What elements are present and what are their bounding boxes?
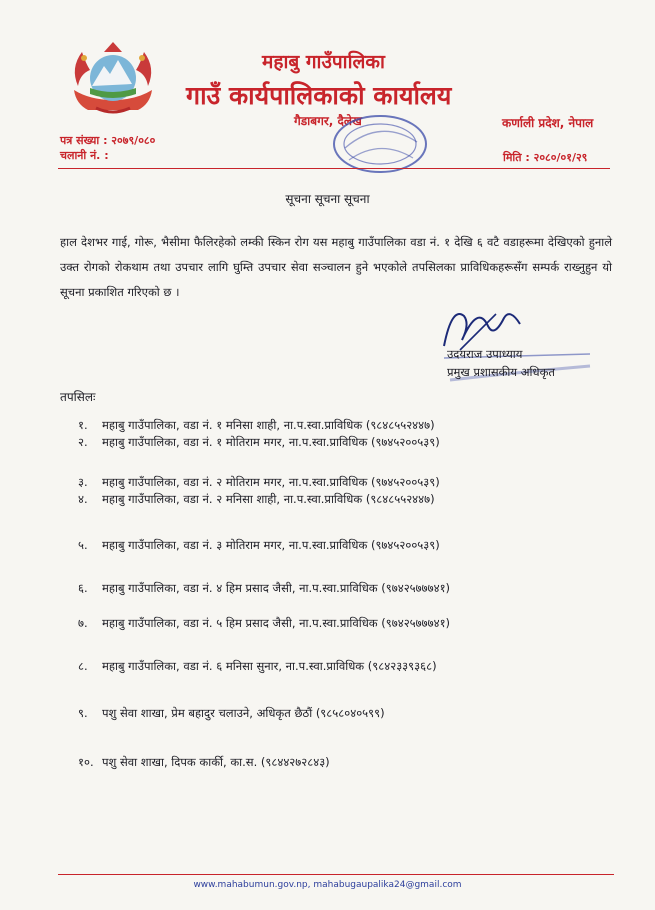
item-text: महाबु गाउँपालिका, वडा नं. ५ हिम प्रसाद जैसी, ना.प.स्वा.प्राविधिक (९७४२५७७७४१) bbox=[102, 616, 451, 630]
province-name: कर्णाली प्रदेश, नेपाल bbox=[502, 116, 594, 130]
signatory-name: उदयराज उपाध्याय bbox=[447, 347, 523, 361]
list-item bbox=[78, 418, 435, 433]
dispatch-number: चलानी नं. : bbox=[60, 149, 109, 162]
item-number: ३. bbox=[78, 475, 88, 489]
nepal-emblem-icon bbox=[66, 38, 160, 120]
list-item bbox=[78, 616, 450, 631]
item-number: १. bbox=[78, 418, 88, 432]
list-item bbox=[78, 581, 450, 596]
notice-body: हाल देशभर गाई, गोरू, भैसीमा फैलिरहेको लम्की स्किन रोग यस महाबु गाउँपालिका वडा नं. १ देखि ६ वटै वडाहरूमा देखिएको हुनाले उक्त रोगको रोकथाम तथा उपचार लागि घुम्ति उपचार सेवा सञ्चालन हुने भएकोले तपसिलका प्राविधिकहरूसँग सम्पर्क राख्नुहुन यो सूचना प्रकाशित गरिएको छ । bbox=[60, 235, 612, 299]
list-item bbox=[78, 659, 437, 674]
signatory-title: प्रमुख प्रशासकीय अधिकृत bbox=[447, 365, 555, 379]
item-number: ४. bbox=[78, 492, 88, 506]
item-number: ५. bbox=[78, 538, 88, 552]
item-text: महाबु गाउँपालिका, वडा नं. १ मनिसा शाही, ना.प.स्वा.प्राविधिक (९८४८५५२४४७) bbox=[102, 418, 435, 432]
item-number: ८. bbox=[78, 659, 88, 673]
item-number: १०. bbox=[78, 755, 94, 769]
office-stamp-icon bbox=[325, 108, 435, 180]
item-number: ६. bbox=[78, 581, 88, 595]
footer-divider bbox=[58, 874, 614, 875]
item-text: महाबु गाउँपालिका, वडा नं. ४ हिम प्रसाद जैसी, ना.प.स्वा.प्राविधिक (९७४२५७७७४१) bbox=[102, 581, 451, 595]
list-item bbox=[78, 492, 435, 507]
letter-number: पत्र संख्या : २०७९/०८० bbox=[60, 134, 156, 147]
list-item bbox=[78, 706, 385, 721]
header-divider bbox=[58, 168, 610, 169]
letter-date: मिति : २०८०/०१/२९ bbox=[503, 151, 588, 164]
item-text: महाबु गाउँपालिका, वडा नं. २ मनिसा शाही, ना.प.स्वा.प्राविधिक (९८४८५५२४४७) bbox=[102, 492, 435, 506]
notice-subject: सूचना सूचना सूचना bbox=[285, 192, 370, 206]
item-text: महाबु गाउँपालिका, वडा नं. ३ मोतिराम मगर, ना.प.स्वा.प्राविधिक (९७४५२००५३९) bbox=[102, 538, 440, 552]
designation-stamp-icon bbox=[440, 336, 610, 388]
item-text: पशु सेवा शाखा, प्रेम बहादुर चलाउने, अधिकृत छैठौं (९८५८०४०५९९) bbox=[102, 706, 385, 720]
footer-contact: www.mahabumun.gov.np, mahabugaupalika24@gmail.com bbox=[193, 880, 462, 890]
details-label: तपसिलः bbox=[60, 390, 96, 404]
letter-reference bbox=[60, 133, 155, 163]
item-text: महाबु गाउँपालिका, वडा नं. २ मोतिराम मगर, ना.प.स्वा.प्राविधिक (९७४५२००५३९) bbox=[102, 475, 440, 489]
item-text: महाबु गाउँपालिका, वडा नं. ६ मनिसा सुनार, ना.प.स्वा.प्राविधिक (९८४२३३९३६८) bbox=[102, 659, 437, 673]
item-text: पशु सेवा शाखा, दिपक कार्की, का.स. (९८४४२७२८४३) bbox=[102, 755, 330, 769]
item-number: ७. bbox=[78, 616, 88, 630]
list-item bbox=[78, 475, 440, 490]
office-location: गैडाबगर, दैलेख bbox=[294, 114, 362, 128]
list-item bbox=[78, 538, 440, 553]
item-text: महाबु गाउँपालिका, वडा नं. १ मोतिराम मगर, ना.प.स्वा.प्राविधिक (९७४५२००५३९) bbox=[102, 435, 440, 449]
office-name: गाउँ कार्यपालिकाको कार्यालय bbox=[186, 81, 452, 110]
municipality-name: महाबु गाउँपालिका bbox=[262, 51, 385, 73]
item-number: २. bbox=[78, 435, 88, 449]
item-number: ९. bbox=[78, 706, 88, 720]
list-item bbox=[78, 435, 440, 450]
list-item bbox=[78, 755, 330, 770]
